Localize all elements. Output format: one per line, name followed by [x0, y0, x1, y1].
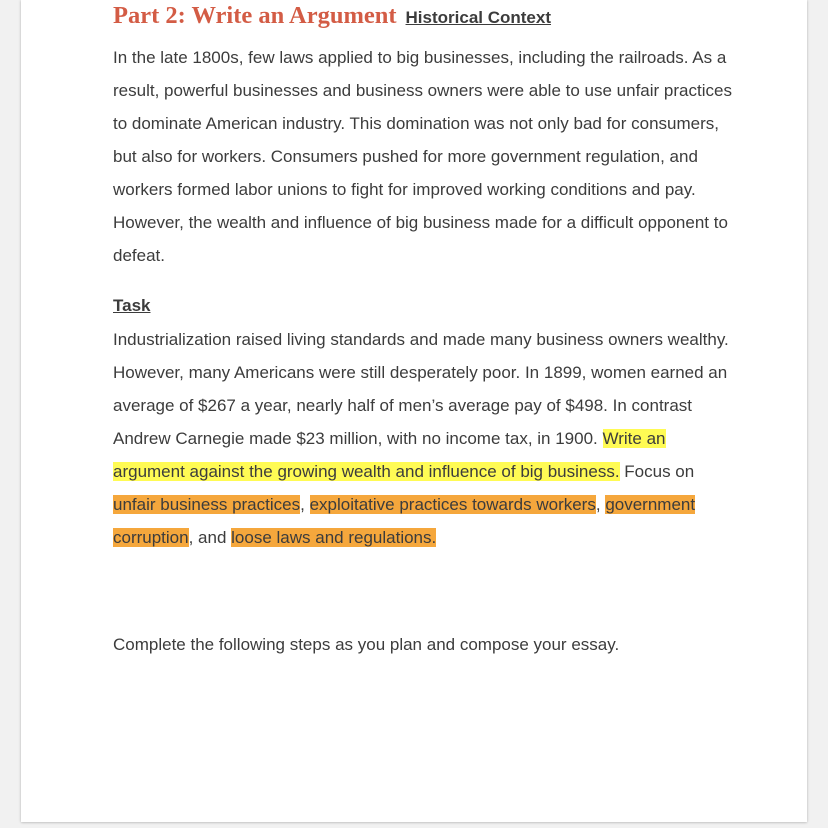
prompt-highlight: Write an argument against the growing wealth and influence of big business. [113, 429, 666, 481]
focus-separator: , [595, 495, 601, 514]
section-heading-row [113, 2, 551, 30]
historical-context-paragraph: In the late 1800s, few laws applied to big businesses, including the railroads. As a result, powerful businesses and business owners were able to use unfair practices to dominate American industry. This domination was not only bad for consumers, but also for workers. Consumers pushed for more government regulation, and workers formed labor unions to fight for improved working conditions and pay. However, the wealth and influence of big business made for a difficult opponent to defeat. [113, 48, 732, 265]
focus-item-government-corruption: government corruption [113, 495, 696, 547]
focus-item-exploitative-practices: exploitative practices towards workers [309, 495, 596, 514]
focus-item-unfair-practices: unfair business practices [113, 495, 301, 514]
task-intro-text: Industrialization raised living standards and made many business owners wealthy. However, many Americans were still desperately poor. In 1899, women earned an average of $267 a year, nearly half of men’s average pay of $498. In contrast Andrew Carnegie made $23 million, with no income tax, in 1900. [113, 330, 729, 448]
task-heading: Task [113, 296, 151, 315]
closing-instruction: Complete the following steps as you plan and compose your essay. [113, 635, 620, 654]
task-paragraph [113, 323, 733, 554]
focus-item-loose-laws: loose laws and regulations. [231, 528, 437, 547]
document-page [21, 0, 807, 822]
focus-separator: , [300, 495, 305, 514]
focus-lead-text: Focus on [624, 462, 695, 481]
focus-separator: , and [188, 528, 227, 547]
historical-context-heading: Historical Context [405, 8, 552, 27]
part-title: Part 2: Write an Argument [113, 2, 397, 29]
